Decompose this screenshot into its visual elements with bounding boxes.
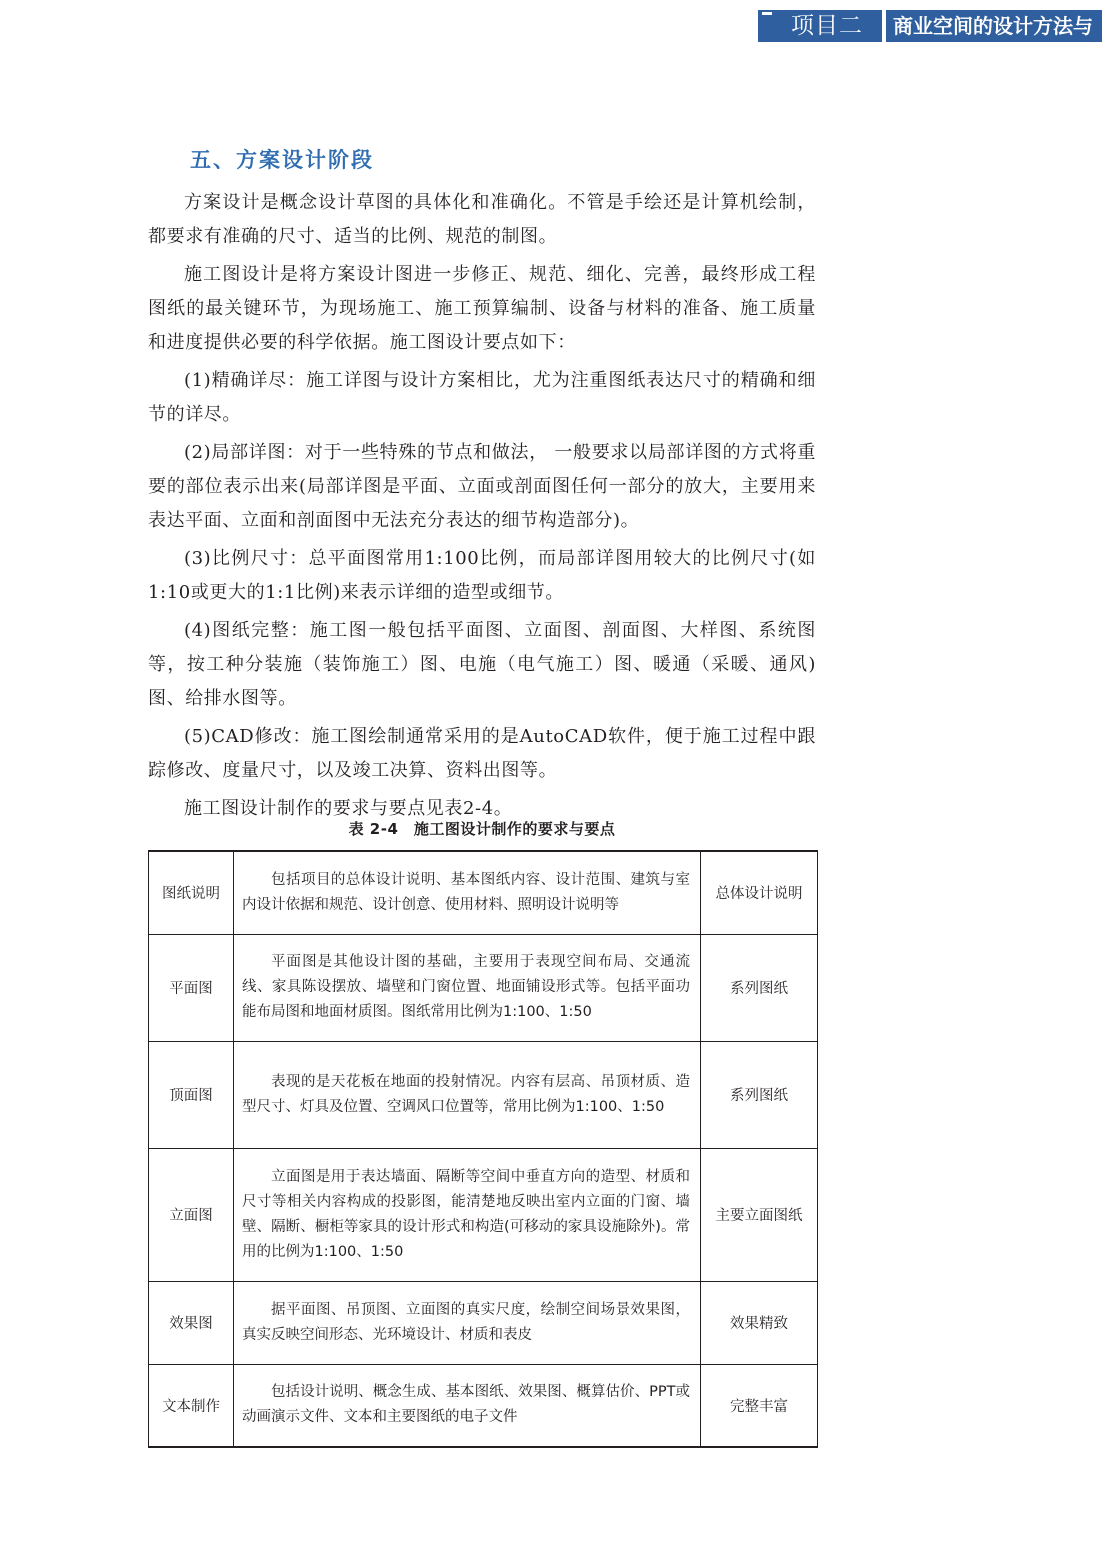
- list-item-detail-drawing: (2)局部详图：对于一些特殊的节点和做法， 一般要求以局部详图的方式将重要的部位表示出来(局部详图是平面、立面或剖面图任何一部分的放大，主要用来表达平面、立面和剖面图中无法充分表达的细节构造部分)。: [148, 442, 816, 531]
- body-text: [148, 186, 816, 830]
- table-cell-name: 效果图: [149, 1281, 234, 1364]
- table-cell-desc: 平面图是其他设计图的基础，主要用于表现空间布局、交通流线、家具陈设摆放、墙壁和门窗位置、地面铺设形式等。包括平面功能布局图和地面材质图。图纸常用比例为1:100、1:50: [234, 934, 701, 1041]
- table-cell-desc: 据平面图、吊顶图、立面图的真实尺度，绘制空间场景效果图，真实反映空间形态、光环境设计、材质和表皮: [234, 1281, 701, 1364]
- table-row: [149, 934, 818, 1041]
- table-row: [149, 1364, 818, 1447]
- header-project-label: 项目二: [791, 13, 863, 39]
- table-cell-note: 总体设计说明: [701, 851, 818, 934]
- paragraph-intro: 方案设计是概念设计草图的具体化和准确化。不管是手绘还是计算机绘制，都要求有准确的尺寸、适当的比例、规范的制图。: [148, 192, 816, 247]
- table-cell-name: 立面图: [149, 1148, 234, 1281]
- paragraph-construction-drawing: 施工图设计是将方案设计图进一步修正、规范、细化、完善，最终形成工程图纸的最关键环节，为现场施工、施工预算编制、设备与材料的准备、施工质量和进度提供必要的科学依据。施工图设计要点如下：: [148, 264, 816, 353]
- list-item-completeness: (4)图纸完整：施工图一般包括平面图、立面图、剖面图、大样图、系统图等，按工种分装施（装饰施工）图、电施（电气施工）图、暖通（采暖、通风)图、给排水图等。: [148, 620, 816, 709]
- table-row: [149, 1281, 818, 1364]
- header-chapter-title: 商业空间的设计方法与: [893, 14, 1093, 38]
- table-cell-note: 完整丰富: [701, 1364, 818, 1447]
- header-notch-mark: [762, 12, 772, 15]
- requirements-table: [148, 850, 818, 1448]
- list-item-cad: (5)CAD修改：施工图绘制通常采用的是AutoCAD软件，便于施工过程中跟踪修改、度量尺寸，以及竣工决算、资料出图等。: [148, 726, 816, 781]
- table-cell-desc: 包括设计说明、概念生成、基本图纸、效果图、概算估价、PPT或动画演示文件、文本和主要图纸的电子文件: [234, 1364, 701, 1447]
- table-row: [149, 851, 818, 934]
- table-cell-name: 顶面图: [149, 1041, 234, 1148]
- table-row: [149, 1041, 818, 1148]
- table-cell-name: 平面图: [149, 934, 234, 1041]
- table-cell-desc: 立面图是用于表达墙面、隔断等空间中垂直方向的造型、材质和尺寸等相关内容构成的投影图，能清楚地反映出室内立面的门窗、墙壁、隔断、橱柜等家具的设计形式和构造(可移动的家具设施除外)。常用的比例为1:100、1:50: [234, 1148, 701, 1281]
- table-cell-desc: 表现的是天花板在地面的投射情况。内容有层高、吊顶材质、造型尺寸、灯具及位置、空调风口位置等，常用比例为1:100、1:50: [234, 1041, 701, 1148]
- table-cell-name: 图纸说明: [149, 851, 234, 934]
- list-item-scale: (3)比例尺寸：总平面图常用1:100比例，而局部详图用较大的比例尺寸(如1:10或更大的1:1比例)来表示详细的造型或细节。: [148, 548, 816, 603]
- table-row: [149, 1148, 818, 1281]
- table-cell-note: 系列图纸: [701, 1041, 818, 1148]
- table-caption: 表 2-4 施工图设计制作的要求与要点: [348, 820, 616, 838]
- paragraph-table-reference: 施工图设计制作的要求与要点见表2-4。: [184, 798, 513, 819]
- table-cell-desc: 包括项目的总体设计说明、基本图纸内容、设计范围、建筑与室内设计依据和规范、设计创意、使用材料、照明设计说明等: [234, 851, 701, 934]
- table-cell-name: 文本制作: [149, 1364, 234, 1447]
- section-heading: 五、方案设计阶段: [190, 148, 374, 172]
- table-cell-note: 效果精致: [701, 1281, 818, 1364]
- table-cell-note: 系列图纸: [701, 934, 818, 1041]
- header-divider: [882, 10, 886, 42]
- table-cell-note: 主要立面图纸: [701, 1148, 818, 1281]
- list-item-precise: (1)精确详尽：施工详图与设计方案相比，尤为注重图纸表达尺寸的精确和细节的详尽。: [148, 370, 816, 425]
